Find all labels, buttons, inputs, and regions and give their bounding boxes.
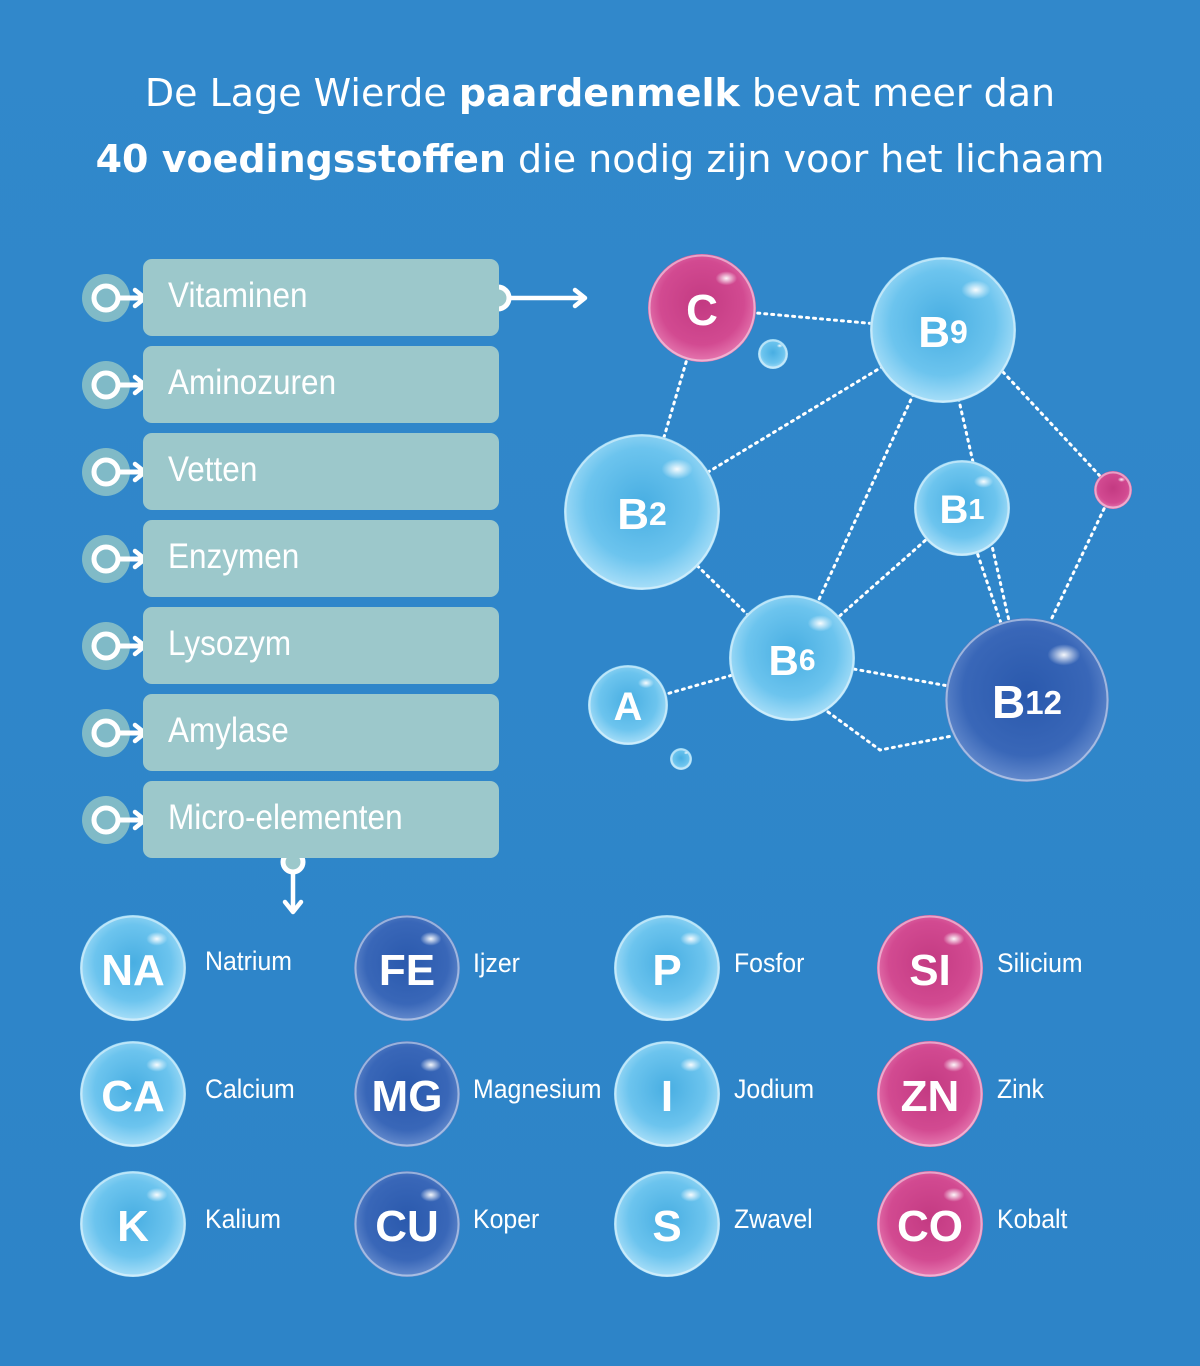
bubble-label <box>768 637 815 684</box>
bubble-label <box>617 490 667 539</box>
category-label: Vetten <box>168 450 258 489</box>
bubble-gloss <box>420 1188 441 1202</box>
bubble-gloss <box>808 615 833 631</box>
bubble-label-main: B <box>918 307 950 357</box>
bubble-label-main: NA <box>101 945 165 995</box>
element-name-i: Jodium <box>734 1074 815 1104</box>
bubble-label-main: SI <box>909 945 951 995</box>
bubble-label <box>372 1072 443 1121</box>
bubble-label-sub: 9 <box>949 314 968 350</box>
bubble-label-main: FE <box>378 945 436 995</box>
element-name-co: Kobalt <box>997 1204 1068 1234</box>
title-line-2: 40 voedingsstoffen die nodig zijn voor het lichaam <box>95 137 1105 181</box>
bullet-arrow-icon <box>82 535 145 583</box>
bubble-label <box>897 1202 963 1251</box>
bubble-label <box>652 1202 681 1251</box>
bubble-gloss <box>680 1188 701 1202</box>
element-bubble-mg <box>354 1041 460 1147</box>
bubble-label-main: A <box>613 685 643 729</box>
element-name-si: Silicium <box>997 948 1083 978</box>
bubble-gloss <box>1048 644 1081 665</box>
bubble-label-sub: 6 <box>798 643 816 677</box>
bubble-gloss <box>716 271 738 285</box>
vitamin-bubble-b2 <box>564 434 720 590</box>
bubble-gloss <box>680 1058 701 1072</box>
element-bubble-si <box>877 915 983 1021</box>
element-bubble-ca <box>80 1041 186 1147</box>
bubble-label-main: B <box>992 676 1026 728</box>
bubble-circle <box>758 339 788 369</box>
bullet-arrow-icon <box>82 709 145 757</box>
bubble-label <box>661 1072 673 1121</box>
bubble-circle <box>1094 471 1132 509</box>
element-bubble-p <box>614 915 720 1021</box>
bubble-label <box>939 488 984 532</box>
bubble-gloss <box>684 752 688 755</box>
element-name-k: Kalium <box>205 1204 281 1234</box>
vitaminen-arrow-icon <box>487 287 585 309</box>
vitamin-bubble-b6 <box>729 595 855 721</box>
bubble-label <box>614 685 643 729</box>
bubble-label <box>101 1072 165 1121</box>
bubble-gloss <box>974 475 993 487</box>
bubble-gloss <box>961 280 990 299</box>
bullet-arrow-icon <box>82 448 145 496</box>
element-name-fe: Ijzer <box>473 948 520 978</box>
bullet-arrow-icon <box>82 274 145 322</box>
vitamin-bubble-b12 <box>945 618 1109 782</box>
element-bubble-co <box>877 1171 983 1277</box>
network-link <box>828 712 952 750</box>
vitamin-bubble-b9 <box>870 257 1016 403</box>
bubble-label-main: B <box>617 489 649 539</box>
element-bubble-s <box>614 1171 720 1277</box>
bubble-label <box>117 1202 149 1251</box>
bubble-label-main: CU <box>375 1201 439 1251</box>
bubble-gloss <box>420 1058 441 1072</box>
bubble-label <box>379 946 435 995</box>
category-label: Micro-elementen <box>168 798 403 837</box>
vitamin-bubble-c <box>648 254 756 362</box>
bubble-label-main: MG <box>371 1071 443 1121</box>
micro-elementen-arrow-icon <box>283 852 303 912</box>
bubble-gloss <box>943 1188 964 1202</box>
bubble-gloss <box>680 932 701 946</box>
bubble-label-main: C <box>686 285 718 335</box>
bullet-arrow-icon <box>82 361 145 409</box>
category-label: Amylase <box>168 711 289 750</box>
category-label: Enzymen <box>168 537 300 576</box>
bubble-label <box>909 946 951 995</box>
element-name-ca: Calcium <box>205 1074 295 1104</box>
category-label: Lysozym <box>168 624 292 663</box>
bubble-label-sub: 2 <box>648 496 667 532</box>
bullet-arrow-icon <box>82 796 145 844</box>
category-label: Vitaminen <box>168 276 308 315</box>
category-label: Aminozuren <box>168 363 337 402</box>
bubble-label-sub: 1 <box>968 494 985 526</box>
title-line-1: De Lage Wierde paardenmelk bevat meer dan <box>144 71 1056 115</box>
element-name-s: Zwavel <box>734 1204 813 1234</box>
bubble-label-main: I <box>660 1071 674 1121</box>
bubble-label-main: P <box>652 945 682 995</box>
bubble-label <box>375 1202 439 1251</box>
bubble-label <box>686 286 718 335</box>
bubble-label-main: B <box>939 488 969 532</box>
bubble-label-sub: 12 <box>1025 683 1062 721</box>
bubble-label <box>918 308 968 357</box>
bullet-arrow-icon <box>82 622 145 670</box>
bubble-gloss <box>943 932 964 946</box>
bubble-gloss <box>146 1058 167 1072</box>
small-bubble-decoration <box>1094 471 1132 509</box>
element-bubble-na <box>80 915 186 1021</box>
bubble-label <box>652 946 681 995</box>
element-bubble-i <box>614 1041 720 1147</box>
bubble-label-main: CO <box>897 1201 963 1251</box>
element-bubble-fe <box>354 915 460 1021</box>
bubble-label-main: CA <box>101 1071 165 1121</box>
bubble-gloss <box>146 932 167 946</box>
bubble-label <box>101 946 165 995</box>
bubble-label <box>901 1072 960 1121</box>
bubble-label <box>992 676 1062 728</box>
element-bubble-zn <box>877 1041 983 1147</box>
vitamin-bubble-b1 <box>914 460 1010 556</box>
bubble-gloss <box>146 1188 167 1202</box>
bubble-gloss <box>777 344 783 348</box>
element-name-zn: Zink <box>997 1074 1044 1104</box>
bubble-label-main: B <box>768 636 799 684</box>
element-name-p: Fosfor <box>734 948 805 978</box>
bubble-label-main: S <box>652 1201 682 1251</box>
vitamin-bubble-a <box>588 665 668 745</box>
small-bubble-decoration <box>758 339 788 369</box>
element-name-na: Natrium <box>205 946 292 976</box>
element-bubble-k <box>80 1171 186 1277</box>
small-bubble-decoration <box>670 748 692 770</box>
element-bubble-cu <box>354 1171 460 1277</box>
bubble-gloss <box>662 459 693 479</box>
bubble-gloss <box>1118 477 1126 482</box>
bubble-label-main: K <box>117 1201 149 1251</box>
bubble-gloss <box>420 932 441 946</box>
element-name-mg: Magnesium <box>473 1074 602 1104</box>
bubble-circle <box>670 748 692 770</box>
bubble-label-main: ZN <box>900 1071 960 1121</box>
element-name-cu: Koper <box>473 1204 540 1234</box>
bubble-gloss <box>943 1058 964 1072</box>
